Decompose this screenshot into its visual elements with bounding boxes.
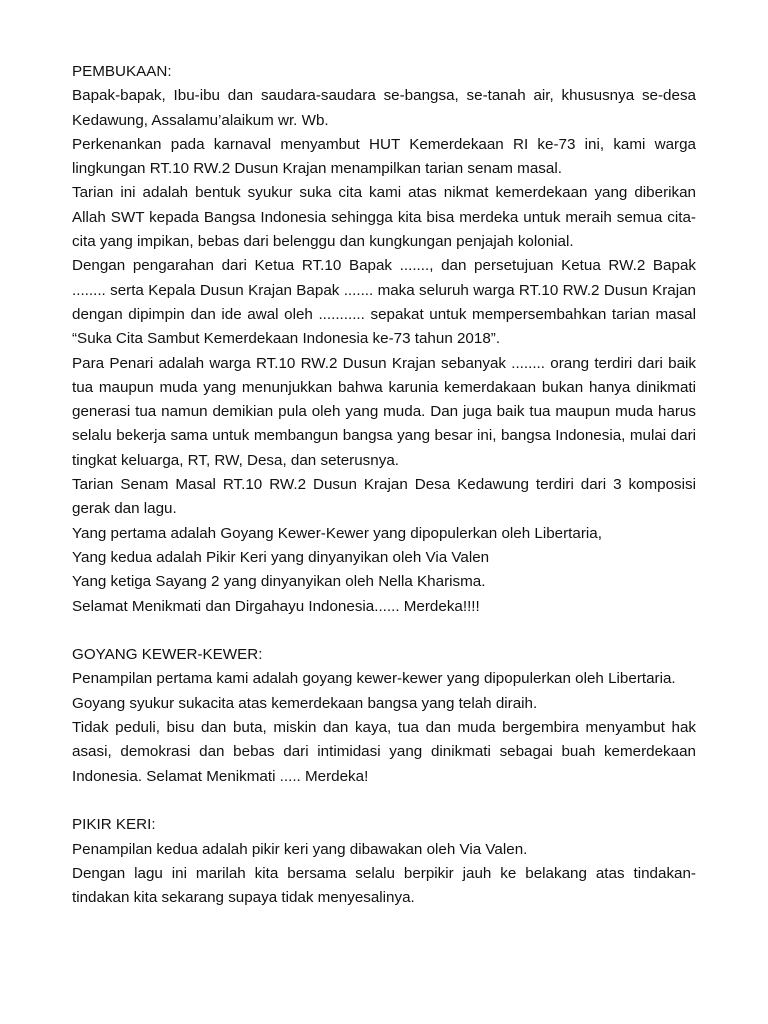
- paragraph: Selamat Menikmati dan Dirgahayu Indonesia...... Merdeka!!!!: [72, 597, 480, 615]
- section-spacer: [72, 789, 696, 813]
- paragraph: Yang kedua adalah Pikir Keri yang dinyanyikan oleh Via Valen: [72, 548, 490, 566]
- paragraph: Goyang syukur sukacita atas kemerdekaan bangsa yang telah diraih.: [72, 694, 538, 712]
- section-spacer: [72, 619, 696, 643]
- paragraph: Penampilan pertama kami adalah goyang kewer-kewer yang dipopulerkan oleh Libertaria.: [72, 670, 676, 688]
- paragraph: Para Penari adalah warga RT.10 RW.2 Dusun Krajan sebanyak ........ orang terdiri dari baik tua maupun muda yang menunjukkan bahwa karunia kemerdakaan bukan hanya dinikmati generasi tua namun demikian pula oleh yang muda. Dan juga baik tua maupun muda harus selalu bekerja sama untuk membangun bangsa yang besar ini, bangsa Indonesia, mulai dari tingkat keluarga, RT, RW, Desa, dan seterusnya.: [72, 354, 696, 469]
- paragraph: Dengan lagu ini marilah kita bersama selalu berpikir jauh ke belakang atas tindakan-tindakan kita sekarang supaya tidak menyesalinya.: [72, 864, 696, 907]
- paragraph: Perkenankan pada karnaval menyambut HUT Kemerdekaan RI ke-73 ini, kami warga lingkungan RT.10 RW.2 Dusun Krajan menampilkan tarian senam masal.: [72, 135, 696, 178]
- paragraph: Tidak peduli, bisu dan buta, miskin dan kaya, tua dan muda bergembira menyambut hak asasi, demokrasi dan bebas dari intimidasi yang dinikmati sebagai buah kemerdekaan Indonesia. Selamat Menikmati ..... Merdeka!: [72, 719, 696, 785]
- paragraph: Yang pertama adalah Goyang Kewer-Kewer yang dipopulerkan oleh Libertaria,: [72, 524, 602, 542]
- paragraph: Yang ketiga Sayang 2 yang dinyanyikan oleh Nella Kharisma.: [72, 573, 486, 591]
- paragraph: Dengan pengarahan dari Ketua RT.10 Bapak ......., dan persetujuan Ketua RW.2 Bapak ........ serta Kepala Dusun Krajan Bapak ....... maka seluruh warga RT.10 RW.2 Dusun Krajan dengan dipimpin dan ide awal oleh ........... sepakat untuk mempersembahkan tarian masal “Suka Cita Sambut Kemerdekaan Indonesia ke-73 tahun 2018”.: [72, 257, 696, 348]
- paragraph: Penampilan kedua adalah pikir keri yang dibawakan oleh Via Valen.: [72, 840, 528, 858]
- paragraph: Bapak-bapak, Ibu-ibu dan saudara-saudara se-bangsa, se-tanah air, khususnya se-desa Kedawung, Assalamu’alaikum wr. Wb.: [72, 87, 696, 129]
- section-goyang-kewer-kewer: [72, 643, 696, 789]
- section-pikir-keri: [72, 813, 696, 910]
- paragraph: Tarian Senam Masal RT.10 RW.2 Dusun Krajan Desa Kedawung terdiri dari 3 komposisi gerak dan lagu.: [72, 476, 696, 518]
- section-heading: PIKIR KERI:: [72, 816, 156, 834]
- section-pembukaan: [72, 60, 696, 619]
- section-heading: GOYANG KEWER-KEWER:: [72, 646, 263, 664]
- section-heading: PEMBUKAAN:: [72, 63, 172, 80]
- paragraph: Tarian ini adalah bentuk syukur suka cita kami atas nikmat kemerdekaan yang diberikan Allah SWT kepada Bangsa Indonesia sehingga kita bisa merdeka untuk meraih semua cita-cita yang impikan, bebas dari belenggu dan kungkungan penjajah kolonial.: [72, 184, 696, 251]
